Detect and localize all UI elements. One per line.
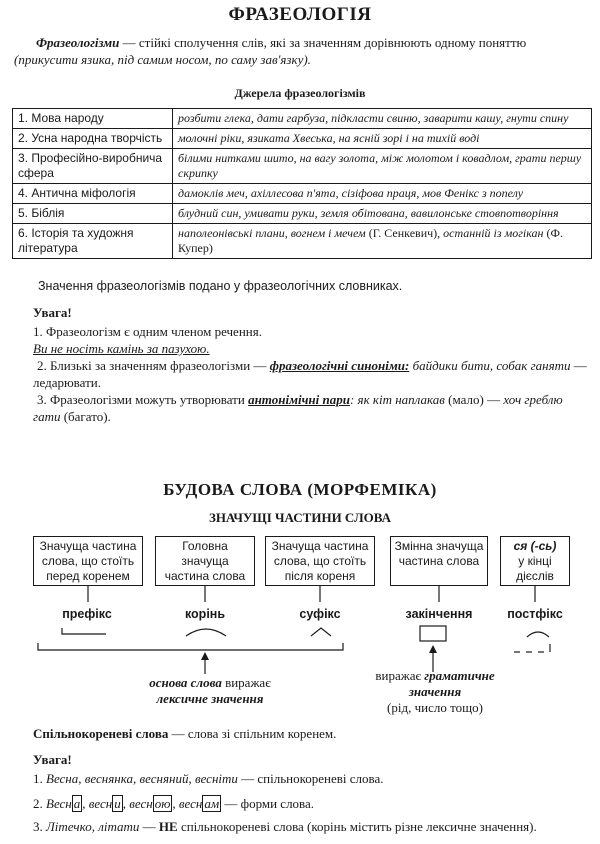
ending-arrowhead [429, 645, 437, 653]
stem-meaning: лексичне значення [156, 691, 264, 706]
non-cognate-words: Літечко, літати [46, 819, 140, 834]
stem-bracket [38, 643, 343, 650]
definition-text: — стійкі сполучення слів, які за значенням дорівнюють одному поняттю [119, 35, 527, 50]
label-prefix: префікс [62, 607, 112, 621]
example-2-text: — форми слова. [221, 796, 315, 811]
page-title: ФРАЗЕОЛОГІЯ [228, 4, 372, 25]
stem-expresses: виражає [221, 675, 271, 690]
source-cell: 6. Історія та художня література [13, 224, 173, 259]
note-3-meaning-1: (мало) — [444, 392, 504, 407]
author-b: (Ф. Купер) [178, 226, 563, 255]
dictionary-note: Значення фразеологізмів подано у фразеологічних словниках. [38, 279, 403, 293]
sources-title: Джерела фразеологізмів [234, 86, 366, 100]
word-form [179, 795, 221, 812]
negation: НЕ [158, 819, 178, 834]
definition-examples: (прикусити язика, під самим носом, по саму зав'язку). [14, 52, 311, 67]
word-stem: весн [178, 796, 203, 811]
example-1-text: — спільнокореневі слова. [237, 771, 384, 786]
ending-meaning-b: значення [408, 684, 462, 699]
examples-a: наполеонівські плани, вогнем і мечем [178, 226, 366, 240]
ending-meaning-a: граматичне [424, 668, 495, 683]
ending-caption [360, 668, 510, 716]
prefix-sign [62, 628, 106, 634]
attention-label: Увага! [33, 752, 72, 767]
prefix-box: Значуща частина слова, що стоїть перед коренем [33, 536, 143, 586]
word-form [129, 795, 172, 812]
label-ending: закінчення [405, 607, 473, 621]
note-3-example-1: : як кіт наплакав [349, 392, 445, 407]
example-2: 2. Весн а , весн и , весн ою , весн ам — форми слова. [33, 796, 315, 811]
example-number: 1. [33, 771, 46, 786]
word-ending: ам [204, 796, 220, 811]
note-2-examples: байдики бити, собак ганяти [409, 358, 571, 373]
word-ending: ою [154, 796, 171, 811]
dash: — [139, 819, 159, 834]
cognate-word: веснянка [84, 771, 133, 786]
examples-cell: білими нитками шито, на вагу золота, між молотом і ковадлом, грати першу скрипку [173, 149, 592, 184]
label-root: корінь [184, 607, 226, 621]
note-3-meaning-2: (багато). [60, 409, 111, 424]
examples-cell: блудний син, умивати руки, земля обітована, вавилонське стовпотворіння [173, 204, 592, 224]
example-1: 1. Весна, веснянка, весняний, весніти — спільнокореневі слова. [33, 771, 384, 786]
word-ending: и [114, 796, 121, 811]
cognate-definition [33, 726, 336, 742]
attention-label: Увага! [33, 305, 72, 320]
examples-b: останній із могікан [443, 226, 544, 240]
cognate-word: Весна [46, 771, 79, 786]
example-3 [33, 819, 537, 835]
section-title-morphemics: БУДОВА СЛОВА (МОРФЕМІКА) [163, 480, 437, 499]
note-2-suffix: — ледарювати. [33, 358, 587, 390]
examples-cell: молочні ріки, язиката Хвеська, на ясній зорі і на тихій воді [173, 129, 592, 149]
postfix-symbol: ся (-сь) [513, 539, 557, 553]
word-stem: Весн [46, 796, 72, 811]
suffix-sign [311, 628, 331, 636]
word-stem: весн [88, 796, 113, 811]
word-ending: а [73, 796, 81, 811]
note-3-prefix: 3. Фразеологізми можуть утворювати [37, 392, 249, 407]
note-2-prefix: 2. Близькі за значенням фразеологізми — [37, 358, 270, 373]
note-1-example: Ви не носіть камінь за пазухою. [33, 341, 210, 356]
word-form [89, 795, 123, 812]
source-cell: 2. Усна народна творчість [13, 129, 173, 149]
examples-cell: розбити глека, дати гарбуза, підкласти свиню, заварити кашу, гнути спину [173, 109, 592, 129]
example-number: 2. [33, 796, 46, 811]
root-box: Головна значуща частина слова [155, 536, 255, 586]
label-suffix: суфікс [299, 607, 341, 621]
stem-arrowhead [201, 652, 209, 660]
section-subtitle: ЗНАЧУЩІ ЧАСТИНИ СЛОВА [208, 510, 392, 525]
root-sign [186, 629, 226, 636]
cognate-term: Спільнокореневі слова [33, 726, 169, 741]
cognate-word: весніти [194, 771, 238, 786]
examples-cell: дамоклів меч, ахіллесова п'ята, сізіфова праця, мов Фенікс з попелу [173, 184, 592, 204]
cognate-word: весняний [139, 771, 189, 786]
stem-caption [120, 675, 300, 707]
suffix-box: Значуща частина слова, що стоїть після кореня [265, 536, 375, 586]
ending-detail: (рід, число тощо) [387, 700, 483, 715]
stem-term: основа слова [149, 675, 222, 690]
note-1: 1. Фразеологізм є одним членом речення. [33, 324, 262, 339]
source-cell: 4. Антична міфологія [13, 184, 173, 204]
example-number: 3. [33, 819, 46, 834]
term-phraseologisms: Фразеологізми [36, 35, 120, 50]
term-antonym-pairs: антонімічні пари [248, 392, 350, 407]
ending-sign [420, 626, 446, 641]
ending-expresses: виражає [375, 668, 425, 683]
postfix-box-text: у кінці дієслів [516, 554, 554, 583]
source-cell: 1. Мова народу [13, 109, 173, 129]
cognate-text: — слова зі спільним коренем. [168, 726, 337, 741]
label-postfix: постфікс [507, 607, 563, 621]
note-3-example-2: хоч греблю гати [33, 392, 563, 424]
term-synonyms: фразеологічні синоніми: [269, 358, 410, 373]
source-cell: 5. Біблія [13, 204, 173, 224]
word-stem: весн [129, 796, 153, 811]
author-a: (Г. Сенкевич), [365, 226, 444, 240]
example-3-text: спільнокореневі слова (корінь містить різне лексичне значення). [177, 819, 537, 834]
ending-box: Змінна значуща частина слова [390, 536, 488, 586]
postfix-sign-arc [527, 632, 549, 637]
source-cell: 3. Професійно-виробнича сфера [13, 149, 173, 184]
word-form [46, 795, 82, 812]
